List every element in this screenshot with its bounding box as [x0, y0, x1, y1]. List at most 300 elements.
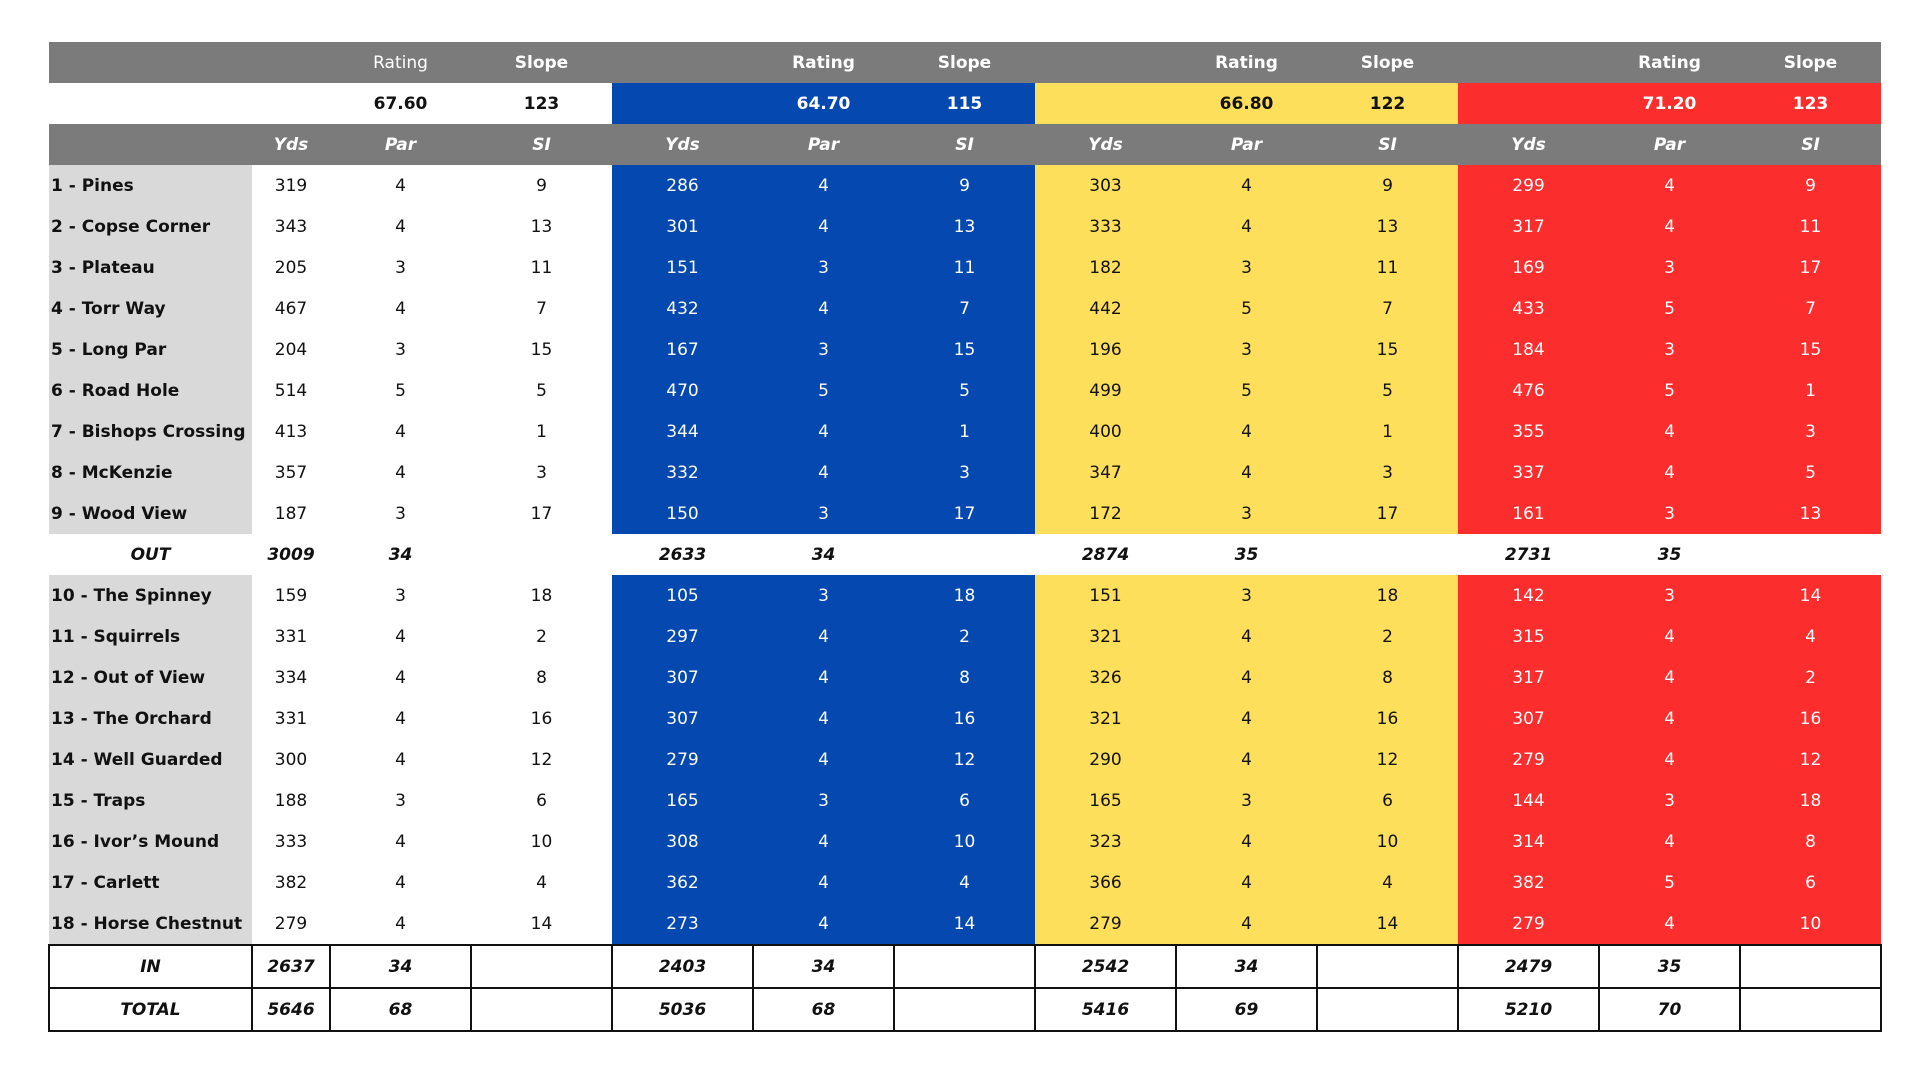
hole-si: 10 [1317, 821, 1458, 862]
hole-si: 8 [1740, 821, 1881, 862]
hole-si: 1 [1740, 370, 1881, 411]
hole-si: 13 [894, 206, 1035, 247]
blank-cell [1317, 988, 1458, 1031]
hole-par: 4 [1599, 452, 1740, 493]
hole-yards: 161 [1458, 493, 1599, 534]
hole-par: 4 [330, 862, 471, 903]
hole-row [49, 575, 1881, 616]
hole-si: 11 [894, 247, 1035, 288]
hole-name: 7 - Bishops Crossing [49, 411, 252, 452]
total-par: 70 [1599, 988, 1740, 1031]
hole-yards: 499 [1035, 370, 1176, 411]
hole-par: 3 [1176, 493, 1317, 534]
hole-par: 3 [1599, 575, 1740, 616]
hole-par: 4 [753, 862, 894, 903]
hole-yards: 151 [612, 247, 753, 288]
total-yards: 5416 [1035, 988, 1176, 1031]
total-par: 34 [753, 945, 894, 988]
hole-si: 16 [471, 698, 612, 739]
rating-value: 66.80 [1176, 83, 1317, 124]
hole-par: 4 [1176, 698, 1317, 739]
hole-si: 4 [471, 862, 612, 903]
hole-yards: 347 [1035, 452, 1176, 493]
hole-si: 10 [1740, 903, 1881, 945]
hole-yards: 196 [1035, 329, 1176, 370]
hole-par: 4 [1599, 165, 1740, 206]
hole-name: 13 - The Orchard [49, 698, 252, 739]
hole-yards: 317 [1458, 206, 1599, 247]
hole-si: 11 [1317, 247, 1458, 288]
hole-yards: 355 [1458, 411, 1599, 452]
blank-cell [1458, 83, 1599, 124]
out-yards: 2874 [1035, 534, 1176, 575]
yds-header: Yds [612, 124, 753, 165]
hole-row [49, 452, 1881, 493]
hole-yards: 319 [252, 165, 330, 206]
hole-yards: 204 [252, 329, 330, 370]
hole-name: 8 - McKenzie [49, 452, 252, 493]
hole-name: 16 - Ivor’s Mound [49, 821, 252, 862]
hole-name: 6 - Road Hole [49, 370, 252, 411]
header-blank [49, 42, 252, 83]
hole-si: 15 [1740, 329, 1881, 370]
hole-yards: 357 [252, 452, 330, 493]
hole-si: 1 [1317, 411, 1458, 452]
hole-yards: 382 [252, 862, 330, 903]
hole-yards: 165 [612, 780, 753, 821]
yds-header: Yds [252, 124, 330, 165]
hole-si: 15 [471, 329, 612, 370]
hole-par: 3 [330, 493, 471, 534]
scorecard-table [48, 42, 1882, 1032]
hole-si: 7 [471, 288, 612, 329]
hole-row [49, 739, 1881, 780]
hole-yards: 308 [612, 821, 753, 862]
hole-par: 3 [330, 329, 471, 370]
total-par: 68 [330, 988, 471, 1031]
hole-par: 4 [753, 698, 894, 739]
hole-si: 3 [471, 452, 612, 493]
hole-si: 18 [894, 575, 1035, 616]
hole-name: 10 - The Spinney [49, 575, 252, 616]
hole-par: 4 [753, 739, 894, 780]
rating-header: Rating [330, 42, 471, 83]
hole-name: 4 - Torr Way [49, 288, 252, 329]
hole-name: 3 - Plateau [49, 247, 252, 288]
total-par: 34 [330, 945, 471, 988]
rating-value: 64.70 [753, 83, 894, 124]
hole-si: 10 [894, 821, 1035, 862]
total-yards: 2542 [1035, 945, 1176, 988]
hole-yards: 184 [1458, 329, 1599, 370]
hole-si: 2 [1317, 616, 1458, 657]
hole-par: 5 [1599, 370, 1740, 411]
hole-si: 9 [471, 165, 612, 206]
hole-yards: 172 [1035, 493, 1176, 534]
hole-yards: 165 [1035, 780, 1176, 821]
hole-par: 4 [330, 616, 471, 657]
header-blank [1035, 42, 1176, 83]
rating-header: Rating [1599, 42, 1740, 83]
slope-value: 122 [1317, 83, 1458, 124]
hole-yards: 144 [1458, 780, 1599, 821]
total-yards: 2637 [252, 945, 330, 988]
hole-name: 2 - Copse Corner [49, 206, 252, 247]
hole-si: 7 [1740, 288, 1881, 329]
hole-par: 4 [1599, 698, 1740, 739]
hole-par: 3 [330, 575, 471, 616]
hole-par: 4 [1599, 903, 1740, 945]
hole-name: 12 - Out of View [49, 657, 252, 698]
blank-cell [612, 83, 753, 124]
par-header: Par [753, 124, 894, 165]
yds-header: Yds [1458, 124, 1599, 165]
hole-row [49, 493, 1881, 534]
hole-yards: 307 [1458, 698, 1599, 739]
hole-yards: 142 [1458, 575, 1599, 616]
hole-par: 4 [753, 903, 894, 945]
hole-si: 13 [1740, 493, 1881, 534]
hole-par: 4 [330, 411, 471, 452]
hole-par: 5 [1176, 370, 1317, 411]
hole-yards: 290 [1035, 739, 1176, 780]
out-par: 34 [330, 534, 471, 575]
hole-yards: 467 [252, 288, 330, 329]
hole-par: 5 [1599, 862, 1740, 903]
hole-si: 4 [1317, 862, 1458, 903]
total-yards: 2479 [1458, 945, 1599, 988]
hole-par: 3 [1176, 575, 1317, 616]
blank-cell [1740, 534, 1881, 575]
hole-par: 4 [1176, 452, 1317, 493]
total-par: 69 [1176, 988, 1317, 1031]
hole-row [49, 165, 1881, 206]
hole-si: 14 [894, 903, 1035, 945]
hole-par: 4 [330, 698, 471, 739]
hole-yards: 273 [612, 903, 753, 945]
hole-yards: 188 [252, 780, 330, 821]
hole-row [49, 206, 1881, 247]
hole-yards: 151 [1035, 575, 1176, 616]
hole-si: 5 [894, 370, 1035, 411]
hole-yards: 279 [612, 739, 753, 780]
hole-par: 5 [1176, 288, 1317, 329]
hole-si: 1 [471, 411, 612, 452]
hole-par: 3 [1176, 329, 1317, 370]
hole-par: 4 [753, 411, 894, 452]
out-yards: 3009 [252, 534, 330, 575]
hole-par: 3 [1599, 329, 1740, 370]
hole-si: 12 [1317, 739, 1458, 780]
hole-si: 14 [1317, 903, 1458, 945]
out-label: OUT [49, 534, 252, 575]
in-total-label: IN [49, 945, 252, 988]
total-par: 34 [1176, 945, 1317, 988]
total-par: 35 [1599, 945, 1740, 988]
in-total-row [49, 945, 1881, 988]
hole-yards: 182 [1035, 247, 1176, 288]
total-yards: 5036 [612, 988, 753, 1031]
hole-par: 4 [330, 657, 471, 698]
hole-par: 4 [1599, 616, 1740, 657]
out-total-row [49, 534, 1881, 575]
hole-si: 17 [894, 493, 1035, 534]
hole-yards: 279 [252, 903, 330, 945]
si-header: SI [894, 124, 1035, 165]
hole-row [49, 903, 1881, 945]
hole-yards: 331 [252, 616, 330, 657]
hole-si: 3 [1317, 452, 1458, 493]
out-par: 34 [753, 534, 894, 575]
hole-par: 4 [330, 206, 471, 247]
hole-yards: 314 [1458, 821, 1599, 862]
hole-yards: 167 [612, 329, 753, 370]
hole-name: 17 - Carlett [49, 862, 252, 903]
hole-si: 18 [1317, 575, 1458, 616]
hole-si: 5 [1317, 370, 1458, 411]
hole-yards: 205 [252, 247, 330, 288]
blank-cell [894, 534, 1035, 575]
hole-si: 6 [1740, 862, 1881, 903]
yds-header: Yds [1035, 124, 1176, 165]
hole-si: 8 [894, 657, 1035, 698]
hole-si: 4 [1740, 616, 1881, 657]
hole-par: 4 [1599, 411, 1740, 452]
hole-si: 5 [1740, 452, 1881, 493]
hole-par: 4 [753, 452, 894, 493]
hole-par: 4 [753, 616, 894, 657]
hole-par: 4 [330, 739, 471, 780]
rating-header: Rating [1176, 42, 1317, 83]
hole-row [49, 657, 1881, 698]
hole-yards: 476 [1458, 370, 1599, 411]
hole-par: 4 [330, 821, 471, 862]
hole-si: 17 [1317, 493, 1458, 534]
hole-yards: 326 [1035, 657, 1176, 698]
par-header: Par [330, 124, 471, 165]
hole-si: 16 [894, 698, 1035, 739]
hole-yards: 307 [612, 657, 753, 698]
hole-yards: 337 [1458, 452, 1599, 493]
par-header: Par [1176, 124, 1317, 165]
hole-si: 3 [894, 452, 1035, 493]
hole-row [49, 329, 1881, 370]
hole-yards: 323 [1035, 821, 1176, 862]
hole-par: 4 [753, 165, 894, 206]
hole-name: 9 - Wood View [49, 493, 252, 534]
hole-yards: 433 [1458, 288, 1599, 329]
header-blank [1458, 42, 1599, 83]
hole-par: 4 [1176, 739, 1317, 780]
rating-value: 71.20 [1599, 83, 1740, 124]
header-blank [252, 42, 330, 83]
hole-par: 4 [753, 288, 894, 329]
hole-yards: 300 [252, 739, 330, 780]
total-par: 68 [753, 988, 894, 1031]
hole-par: 3 [1599, 247, 1740, 288]
hole-yards: 334 [252, 657, 330, 698]
hole-si: 6 [894, 780, 1035, 821]
column-header-row [49, 124, 1881, 165]
hole-par: 5 [330, 370, 471, 411]
hole-yards: 279 [1458, 903, 1599, 945]
slope-header: Slope [471, 42, 612, 83]
grand-total-row [49, 988, 1881, 1031]
hole-row [49, 370, 1881, 411]
blank-cell [1035, 83, 1176, 124]
hole-par: 3 [1599, 780, 1740, 821]
hole-yards: 169 [1458, 247, 1599, 288]
rating-header: Rating [753, 42, 894, 83]
hole-si: 16 [1317, 698, 1458, 739]
slope-value: 123 [471, 83, 612, 124]
hole-par: 4 [1176, 616, 1317, 657]
out-par: 35 [1599, 534, 1740, 575]
hole-yards: 366 [1035, 862, 1176, 903]
slope-header: Slope [1740, 42, 1881, 83]
hole-si: 17 [471, 493, 612, 534]
hole-si: 12 [894, 739, 1035, 780]
blank-cell [471, 534, 612, 575]
hole-si: 17 [1740, 247, 1881, 288]
blank-cell [894, 945, 1035, 988]
hole-yards: 382 [1458, 862, 1599, 903]
hole-yards: 321 [1035, 698, 1176, 739]
hole-si: 9 [1317, 165, 1458, 206]
hole-si: 13 [1317, 206, 1458, 247]
hole-par: 3 [753, 493, 894, 534]
hole-par: 4 [1176, 821, 1317, 862]
rating-value: 67.60 [330, 83, 471, 124]
hole-row [49, 288, 1881, 329]
hole-name: 14 - Well Guarded [49, 739, 252, 780]
hole-par: 4 [753, 657, 894, 698]
hole-si: 5 [471, 370, 612, 411]
hole-par: 4 [1599, 821, 1740, 862]
hole-par: 4 [1176, 862, 1317, 903]
blank-cell [252, 83, 330, 124]
hole-yards: 301 [612, 206, 753, 247]
hole-yards: 279 [1035, 903, 1176, 945]
hole-si: 2 [471, 616, 612, 657]
hole-yards: 413 [252, 411, 330, 452]
hole-par: 4 [1599, 657, 1740, 698]
hole-yards: 317 [1458, 657, 1599, 698]
hole-par: 4 [330, 165, 471, 206]
hole-si: 16 [1740, 698, 1881, 739]
blank-cell [471, 988, 612, 1031]
blank-cell [49, 83, 252, 124]
hole-yards: 307 [612, 698, 753, 739]
hole-name: 15 - Traps [49, 780, 252, 821]
slope-value: 123 [1740, 83, 1881, 124]
hole-yards: 432 [612, 288, 753, 329]
total-yards: 5210 [1458, 988, 1599, 1031]
hole-par: 4 [1176, 165, 1317, 206]
rating-slope-values-row [49, 83, 1881, 124]
hole-yards: 303 [1035, 165, 1176, 206]
hole-yards: 187 [252, 493, 330, 534]
hole-si: 15 [1317, 329, 1458, 370]
slope-value: 115 [894, 83, 1035, 124]
out-par: 35 [1176, 534, 1317, 575]
blank-cell [471, 945, 612, 988]
hole-name: 18 - Horse Chestnut [49, 903, 252, 945]
hole-row [49, 821, 1881, 862]
hole-yards: 321 [1035, 616, 1176, 657]
hole-par: 3 [753, 329, 894, 370]
si-header: SI [1317, 124, 1458, 165]
si-header: SI [471, 124, 612, 165]
hole-yards: 343 [252, 206, 330, 247]
blank-cell [894, 988, 1035, 1031]
hole-si: 14 [471, 903, 612, 945]
hole-par: 3 [753, 575, 894, 616]
hole-si: 12 [1740, 739, 1881, 780]
hole-si: 18 [1740, 780, 1881, 821]
slope-header: Slope [894, 42, 1035, 83]
hole-yards: 315 [1458, 616, 1599, 657]
hole-si: 12 [471, 739, 612, 780]
hole-par: 4 [1176, 206, 1317, 247]
out-yards: 2633 [612, 534, 753, 575]
hole-yards: 344 [612, 411, 753, 452]
hole-row [49, 616, 1881, 657]
hole-si: 3 [1740, 411, 1881, 452]
hole-par: 3 [330, 247, 471, 288]
hole-par: 4 [1599, 206, 1740, 247]
hole-si: 8 [471, 657, 612, 698]
hole-yards: 332 [612, 452, 753, 493]
hole-yards: 150 [612, 493, 753, 534]
blank-cell [1317, 534, 1458, 575]
hole-si: 14 [1740, 575, 1881, 616]
out-yards: 2731 [1458, 534, 1599, 575]
hole-yards: 362 [612, 862, 753, 903]
hole-par: 5 [753, 370, 894, 411]
hole-par: 3 [330, 780, 471, 821]
hole-par: 3 [753, 247, 894, 288]
hole-yards: 333 [252, 821, 330, 862]
hole-par: 3 [1176, 780, 1317, 821]
hole-si: 1 [894, 411, 1035, 452]
hole-yards: 333 [1035, 206, 1176, 247]
hole-si: 2 [894, 616, 1035, 657]
hole-si: 6 [1317, 780, 1458, 821]
slope-header: Slope [1317, 42, 1458, 83]
total-yards: 2403 [612, 945, 753, 988]
hole-par: 3 [1599, 493, 1740, 534]
hole-yards: 400 [1035, 411, 1176, 452]
hole-si: 13 [471, 206, 612, 247]
hole-par: 4 [330, 288, 471, 329]
hole-si: 4 [894, 862, 1035, 903]
hole-yards: 331 [252, 698, 330, 739]
hole-yards: 279 [1458, 739, 1599, 780]
hole-yards: 297 [612, 616, 753, 657]
hole-par: 4 [1599, 739, 1740, 780]
hole-si: 11 [1740, 206, 1881, 247]
hole-si: 8 [1317, 657, 1458, 698]
hole-par: 3 [753, 780, 894, 821]
hole-par: 4 [753, 821, 894, 862]
header-blank [612, 42, 753, 83]
hole-yards: 299 [1458, 165, 1599, 206]
hole-par: 3 [1176, 247, 1317, 288]
hole-si: 7 [894, 288, 1035, 329]
hole-par: 4 [1176, 657, 1317, 698]
hole-yards: 105 [612, 575, 753, 616]
